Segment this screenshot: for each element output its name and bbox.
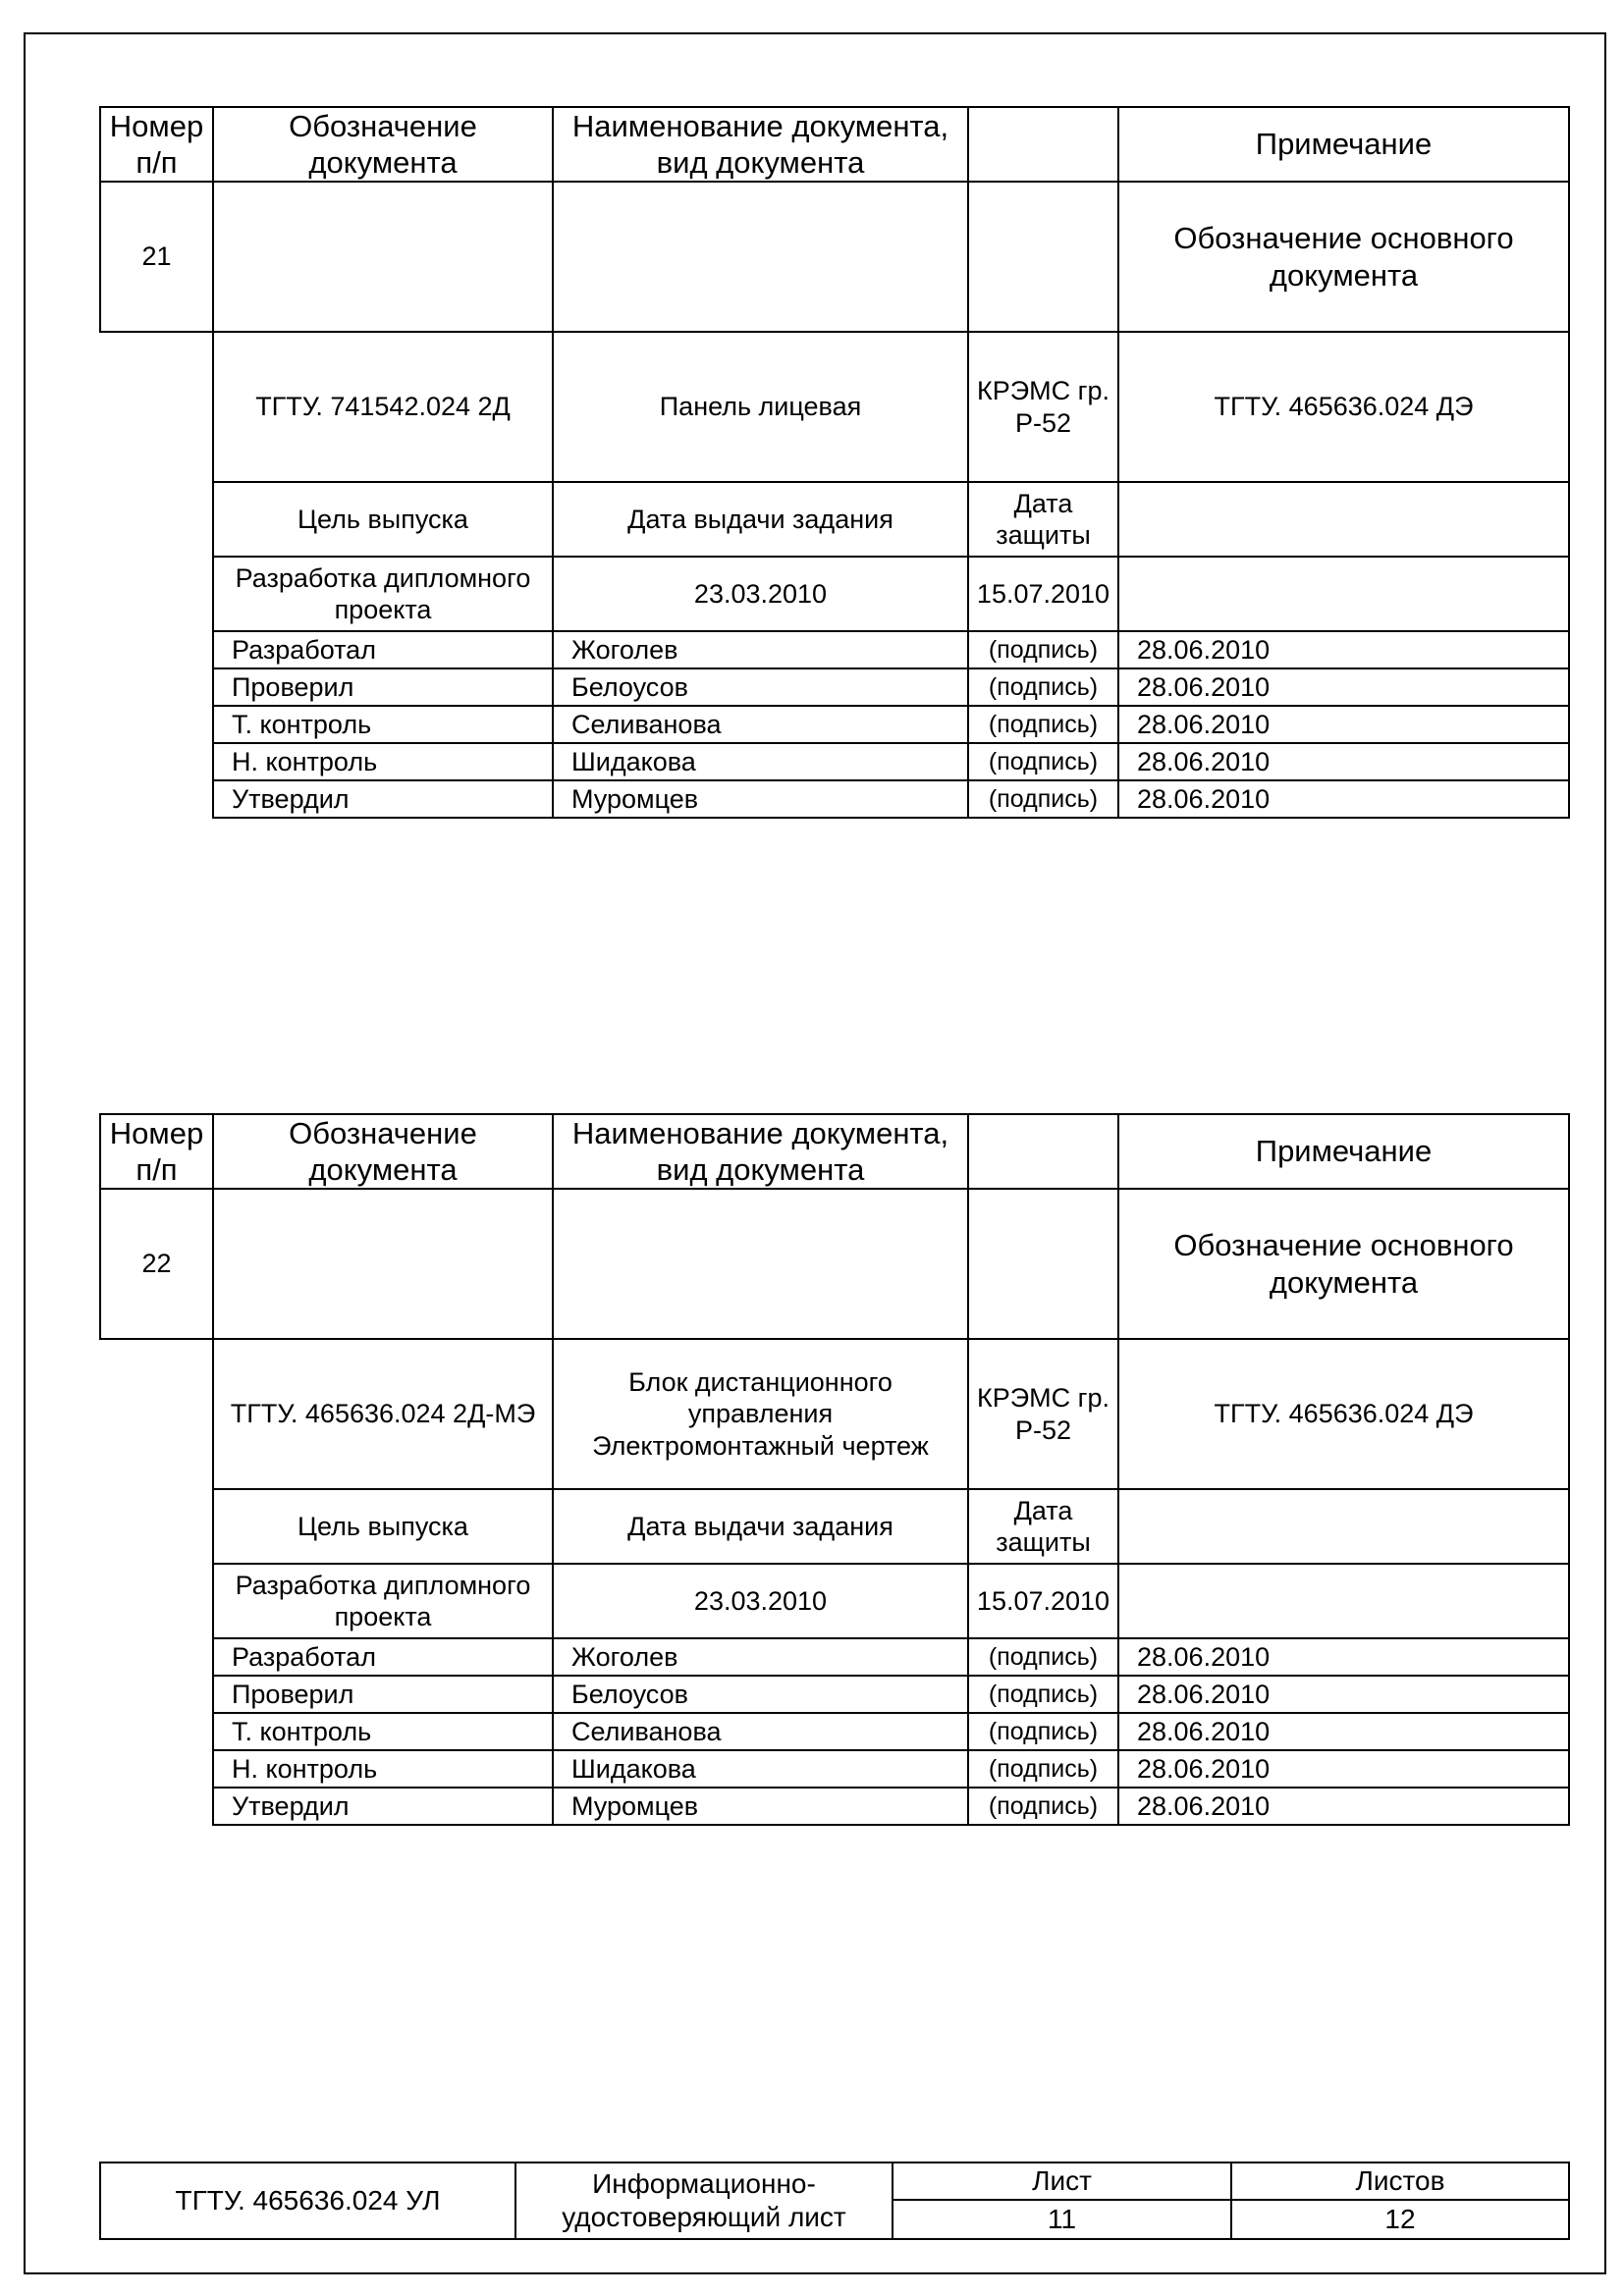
issue-date-value: 23.03.2010 [552,1563,969,1639]
signature-date: 28.06.2010 [1117,1637,1570,1677]
header-extra [967,1113,1119,1190]
defense-date-value: 15.07.2010 [967,1563,1119,1639]
issue-date-label: Дата выдачи задания [552,1488,969,1565]
document-designation: ТГТУ. 741542.024 2Д [212,331,554,483]
document-block-21 [99,106,1570,828]
signature-role: Н. контроль [212,1749,554,1789]
signature-name: Белоусов [552,1675,969,1714]
signature-name: Селиванова [552,1712,969,1751]
section-number: 21 [99,181,214,333]
section-number: 22 [99,1188,214,1340]
empty-cell [552,1188,969,1340]
document-block-22 [99,1113,1570,1835]
signature-placeholder: (подпись) [967,1712,1119,1751]
document-name: Панель лицевая [552,331,969,483]
empty-cell [212,181,554,333]
signature-date: 28.06.2010 [1117,1749,1570,1789]
signature-name: Муромцев [552,1787,969,1826]
signature-placeholder: (подпись) [967,742,1119,781]
footer-sheets-label: Листов [1230,2162,1570,2201]
signature-placeholder: (подпись) [967,667,1119,707]
empty-cell [1117,1563,1570,1639]
footer-document-code: ТГТУ. 465636.024 УЛ [99,2162,516,2240]
empty-cell [212,1188,554,1340]
header-note: Примечание [1117,1113,1570,1190]
signature-placeholder: (подпись) [967,779,1119,819]
header-designation: Обозначение документа [212,106,554,183]
purpose-value: Разработка дипломного проекта [212,1563,554,1639]
signature-role: Разработал [212,630,554,669]
header-document-name: Наименование документа, вид документа [552,106,969,183]
signature-name: Шидакова [552,1749,969,1789]
document-name: Блок дистанционного управления Электромонтажный чертеж [552,1338,969,1490]
signature-date: 28.06.2010 [1117,1787,1570,1826]
empty-cell [967,181,1119,333]
footer-sheets-count: 12 [1230,2199,1570,2240]
signature-placeholder: (подпись) [967,705,1119,744]
signature-name: Жоголев [552,630,969,669]
issue-date-label: Дата выдачи задания [552,481,969,558]
group-cell: КРЭМС гр. Р-52 [967,331,1119,483]
signature-name: Муромцев [552,779,969,819]
title-block [99,2162,1570,2240]
footer-document-title: Информационно-удостоверяющий лист [514,2162,893,2240]
header-number: Номер п/п [99,106,214,183]
header-note: Примечание [1117,106,1570,183]
signature-role: Разработал [212,1637,554,1677]
signature-date: 28.06.2010 [1117,705,1570,744]
signature-date: 28.06.2010 [1117,630,1570,669]
signature-date: 28.06.2010 [1117,1712,1570,1751]
empty-cell [967,1188,1119,1340]
footer-sheet-number: 11 [892,2199,1232,2240]
signature-role: Утвердил [212,1787,554,1826]
signature-role: Проверил [212,667,554,707]
signature-name: Белоусов [552,667,969,707]
issue-date-value: 23.03.2010 [552,556,969,632]
main-document-label: Обозначение основного документа [1117,1188,1570,1340]
signature-placeholder: (подпись) [967,1787,1119,1826]
signature-role: Н. контроль [212,742,554,781]
purpose-label: Цель выпуска [212,481,554,558]
empty-cell [552,181,969,333]
defense-date-value: 15.07.2010 [967,556,1119,632]
empty-cell [1117,1488,1570,1565]
signature-date: 28.06.2010 [1117,779,1570,819]
signature-placeholder: (подпись) [967,1749,1119,1789]
signature-role: Т. контроль [212,705,554,744]
signature-name: Шидакова [552,742,969,781]
empty-cell [1117,556,1570,632]
signature-role: Т. контроль [212,1712,554,1751]
defense-date-label: Дата защиты [967,481,1119,558]
document-designation: ТГТУ. 465636.024 2Д-МЭ [212,1338,554,1490]
footer-sheet-label: Лист [892,2162,1232,2201]
purpose-value: Разработка дипломного проекта [212,556,554,632]
header-number: Номер п/п [99,1113,214,1190]
signature-placeholder: (подпись) [967,630,1119,669]
main-document-code: ТГТУ. 465636.024 ДЭ [1117,1338,1570,1490]
signature-placeholder: (подпись) [967,1675,1119,1714]
main-document-code: ТГТУ. 465636.024 ДЭ [1117,331,1570,483]
signature-date: 28.06.2010 [1117,742,1570,781]
signature-date: 28.06.2010 [1117,667,1570,707]
header-extra [967,106,1119,183]
signature-role: Утвердил [212,779,554,819]
defense-date-label: Дата защиты [967,1488,1119,1565]
empty-cell [1117,481,1570,558]
group-cell: КРЭМС гр. Р-52 [967,1338,1119,1490]
signature-date: 28.06.2010 [1117,1675,1570,1714]
signature-placeholder: (подпись) [967,1637,1119,1677]
purpose-label: Цель выпуска [212,1488,554,1565]
signature-name: Селиванова [552,705,969,744]
main-document-label: Обозначение основного документа [1117,181,1570,333]
header-document-name: Наименование документа, вид документа [552,1113,969,1190]
header-designation: Обозначение документа [212,1113,554,1190]
signature-name: Жоголев [552,1637,969,1677]
signature-role: Проверил [212,1675,554,1714]
